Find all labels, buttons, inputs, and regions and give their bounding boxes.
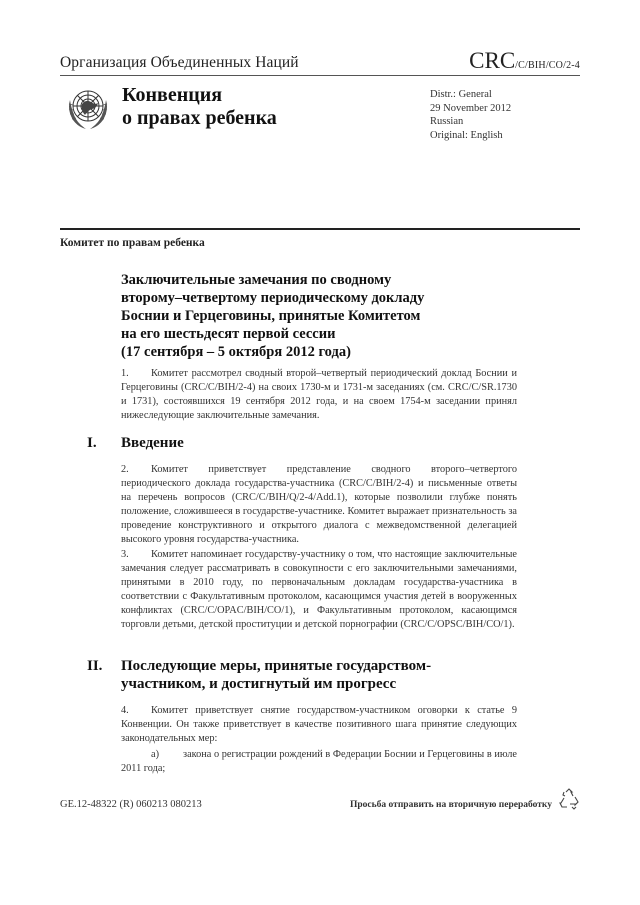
paragraph-3 [121,548,517,633]
document-symbol [469,48,580,74]
paragraph-number: 2. [121,464,129,475]
document-title-line: на его шестьдесят первой сессии [121,326,336,342]
paragraph-1 [121,367,517,423]
convention-title [122,84,277,130]
distribution-block [430,88,511,142]
masthead-rule [60,228,580,230]
convention-title-line1: Конвенция [122,84,223,106]
document-title [121,271,521,361]
paragraph-number: 1. [121,368,129,379]
paragraph-text: Комитет рассмотрел сводный второй–четвертый периодический доклад Боснии и Герцеговины (CRC/C/BIH/2-4) на своих 1730-м и 1731-м заседаниях (см. CRC/C/SR.1730 и 1731), состоявшихся 19 сентября 2012 года, и на своем 1754-м заседании принял нижеследующие заключительные замечания. [121,368,517,422]
job-code: GE.12-48322 (R) 060213 080213 [60,799,202,810]
document-title-line: Заключительные замечания по сводному [121,272,392,288]
section-number: II. [87,658,103,674]
paragraph-text: Комитет напоминает государству-участнику о том, что настоящие заключительные замечания следует рассматривать в совокупности с его заключительными замечаниями, принятыми в 2010 году, по первоначальным докладам государства-участника в соответствии с Факультативным протоколом, касающимся участия детей в вооруженных конфликтах (CRC/C/OPAC/BIH/CO/1), и Факультативным протоколом, касающимся торговли детьми, детской проституции и детской порнографии (CRC/C/OPSC/BIH/CO/1). [121,549,517,631]
convention-title-line2: о правах ребенка [122,107,277,129]
paragraph-number: 3. [121,549,129,560]
section-title: Введение [121,435,184,451]
paragraph-number: 4. [121,705,129,716]
paragraph-4 [121,704,517,746]
paragraph-text: Комитет приветствует снятие государством-участником оговорки к статье 9 Конвенции. Он также приветствует в качестве позитивного шага принятие следующих законодательных мер: [121,705,517,745]
symbol-main: CRC [469,48,516,73]
document-title-line: второму–четвертому периодическому докладу [121,290,425,306]
sub-item-a [121,748,517,776]
recycle-notice: Просьба отправить на вторичную переработку [350,800,552,810]
document-date: 29 November 2012 [430,102,512,114]
distribution-status: Distr.: General [430,89,492,100]
section-heading-2 [87,657,487,693]
document-title-line: (17 сентября – 5 октября 2012 года) [121,344,351,360]
header-rule [60,75,580,76]
section-heading-1 [87,434,184,452]
document-language: Russian [430,116,464,127]
paragraph-2 [121,463,517,548]
section-title: Последующие меры, принятые государством-участником, и достигнутый им прогресс [121,658,432,692]
original-language: Original: English [430,129,503,141]
committee-name: Комитет по правам ребенка [60,237,205,249]
document-title-line: Боснии и Герцеговины, принятые Комитетом [121,308,421,324]
un-emblem-icon [62,82,114,134]
section-number: I. [87,435,97,451]
paragraph-text: Комитет приветствует представление сводного второго–четвертого периодического доклада государства-участника (CRC/C/BIH/2-4) и письменные ответы на перечень вопросов (CRC/C/BIH/Q/2-4/Add.1), которые позволили глубже понять положение, сложившееся в государстве-участнике. Комитет выражает признательность за проведение конструктивного и открытого диалога с межведомственной делегацией высокого уровня государства-участника. [121,464,517,546]
sub-item-text: закона о регистрации рождений в Федерации Боснии и Герцеговины в июле 2011 года; [121,749,517,775]
sub-item-label: a) [151,749,159,760]
recycle-icon [558,788,580,812]
symbol-suffix: /C/BIH/CO/2-4 [515,60,580,71]
organization-name: Организация Объединенных Наций [60,54,299,71]
